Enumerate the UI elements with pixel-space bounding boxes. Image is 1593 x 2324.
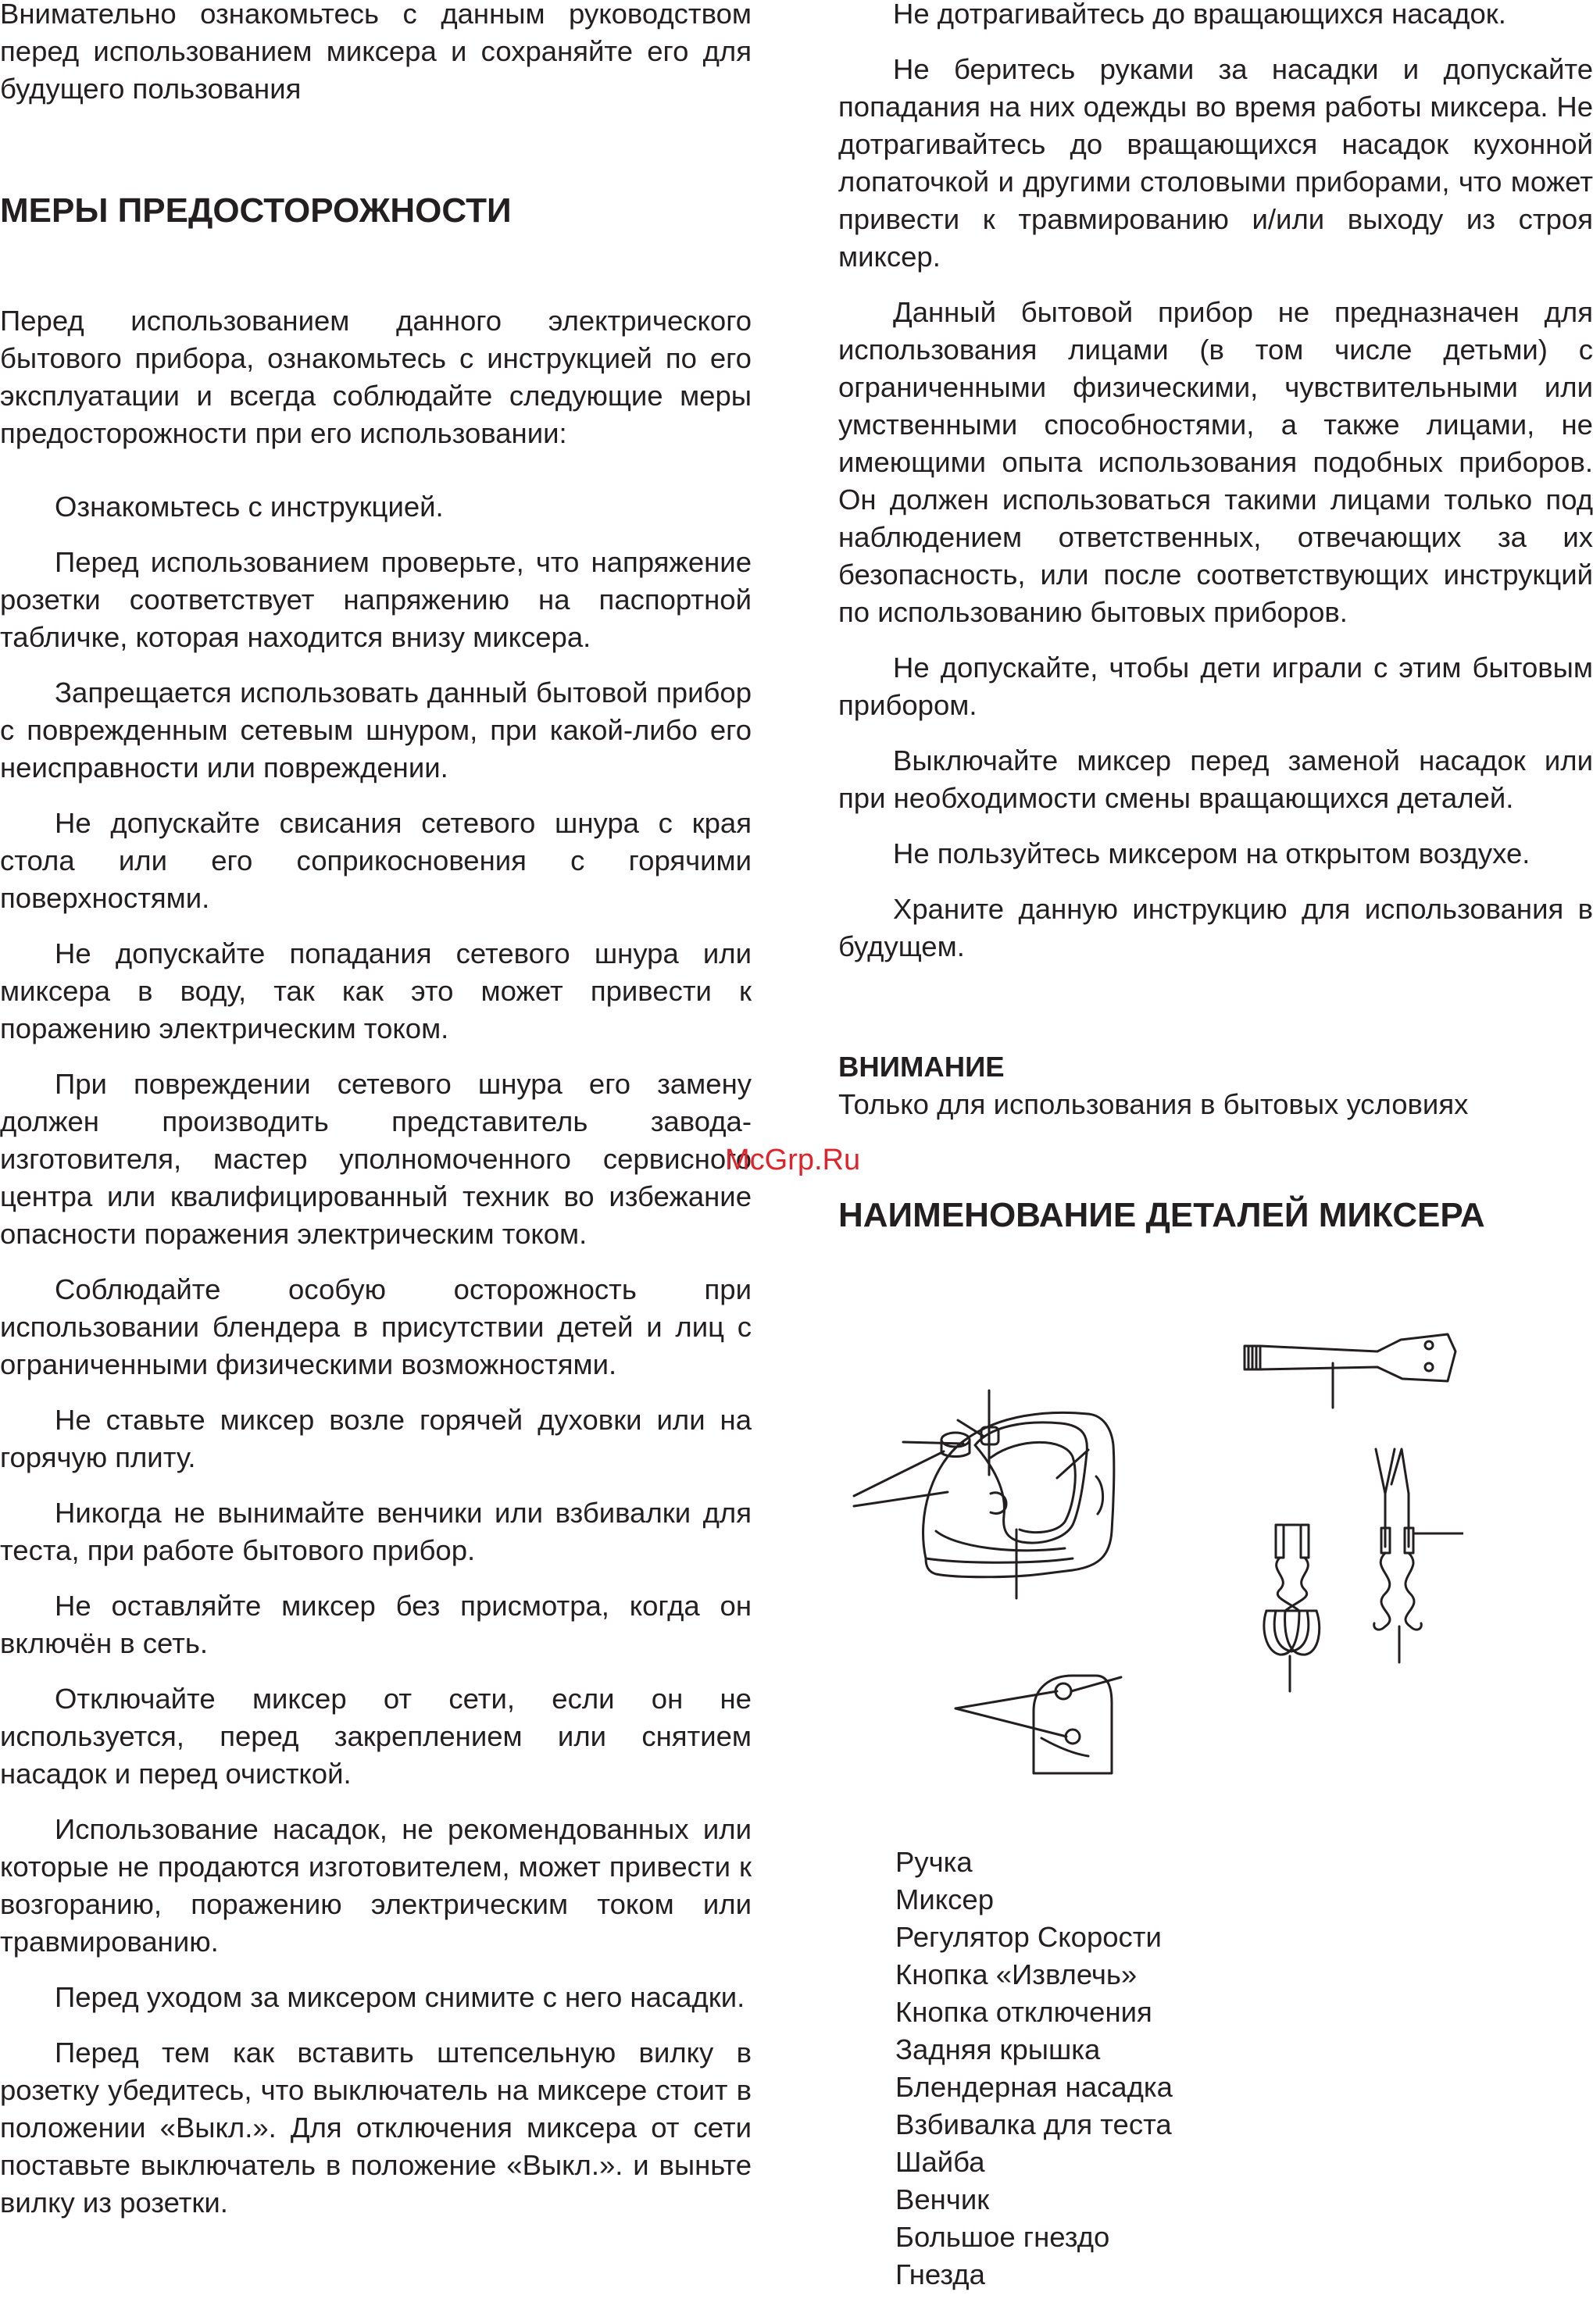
dough-hook-illustration — [1374, 1449, 1463, 1662]
safety-heading: МЕРЫ ПРЕДОСТОРОЖНОСТИ — [0, 191, 512, 230]
safety-item: Запрещается использовать данный бытовой прибор с поврежденным сетевым шнуром, при какой-либо его неисправности или повреждении. — [0, 676, 752, 784]
mixer-parts-diagram — [838, 1320, 1463, 1836]
intro-text: Внимательно ознакомьтесь с данным руководством перед использованием миксера и сохраняйте его для будущего пользования — [0, 0, 752, 105]
back-cover-illustration — [955, 1676, 1121, 1773]
list-item: Регулятор Скорости — [895, 1921, 1162, 1953]
list-item: Шайба — [895, 2146, 985, 2178]
left-column — [0, 0, 752, 2222]
safety-item: Не допускайте свисания сетевого шнура с края стола или его соприкосновения с горячими поверхностями. — [0, 807, 752, 914]
callout-line — [903, 1442, 963, 1444]
safety-item: Ознакомьтесь с инструкцией. — [55, 491, 444, 523]
safety-item: Выключайте миксер перед заменой насадок или при необходимости смены вращающихся деталей. — [838, 744, 1593, 814]
safety-item: Не дотрагивайтесь до вращающихся насадок. — [893, 0, 1506, 30]
list-item: Взбивалка для теста — [895, 2108, 1172, 2140]
safety-item: Перед тем как вставить штепсельную вилку в розетку убедитесь, что выключатель на миксере стоит в положении «Выкл.». Для отключения миксера от сети поставьте выключатель в положение «Выкл.». и выньте вилку из розетки. — [0, 2037, 752, 2219]
safety-item: Не ставьте миксер возле горячей духовки или на горячую плиту. — [0, 1404, 752, 1473]
beater-whisk-illustration — [1264, 1525, 1320, 1691]
callout-line — [854, 1492, 948, 1506]
list-item: Задняя крышка — [895, 2033, 1101, 2065]
safety-item: Не допускайте попадания сетевого шнура или миксера в воду, так как это может привести к поражению электрическим током. — [0, 937, 752, 1044]
safety-item: Не допускайте, чтобы дети играли с этим бытовым прибором. — [838, 652, 1593, 721]
mixer-body-illustration — [923, 1412, 1114, 1576]
list-item: Кнопка отключения — [895, 1996, 1152, 2028]
list-item: Блендерная насадка — [895, 2071, 1173, 2103]
parts-list — [895, 1844, 1173, 2294]
safety-item: Храните данную инструкцию для использования в будущем. — [838, 893, 1593, 962]
safety-item: Не оставляйте миксер без присмотра, когда он включён в сеть. — [0, 1590, 752, 1659]
watermark: McGrp.Ru — [725, 1144, 861, 1176]
safety-item: Перед использованием проверьте, что напряжение розетки соответствует напряжению на паспортной табличке, которая находится внизу миксера. — [0, 546, 752, 653]
list-item: Кнопка «Извлечь» — [895, 1958, 1138, 1990]
callout-line — [955, 1691, 1057, 1708]
safety-item: Соблюдайте особую осторожность при использовании блендера в присутствии детей и лиц с ограниченными физическими возможностями. — [0, 1273, 752, 1380]
safety-item: При повреждении сетевого шнура его замену должен производить представитель завода-изготовителя, мастер уполномоченного сервисного центра или квалифицированный техник во избежание опасности поражения электрическим током. — [0, 1068, 752, 1250]
warning-text: Только для использования в бытовых условиях — [838, 1088, 1469, 1120]
list-item: Миксер — [895, 1883, 995, 1915]
callout-line — [1071, 1677, 1121, 1691]
list-item: Венчик — [895, 2183, 990, 2215]
safety-item: Перед уходом за миксером снимите с него насадки. — [55, 1981, 745, 2013]
safety-lead: Перед использованием данного электрического бытового прибора, ознакомьтесь с инструкцией по его эксплуатации и всегда соблюдайте следующие меры предосторожности при его использовании: — [0, 305, 752, 449]
blender-attachment-illustration — [1245, 1334, 1455, 1408]
safety-item: Данный бытовой прибор не предназначен для использования лицами (в том числе детьми) с ограниченными физическими, чувствительными или умственными способностями, а также лицами, не имеющими опыта использования подобных приборов. Он должен использоваться такими лицами только под наблюдением ответственных, отвечающих за их безопасность, или после соответствующих инструкций по использованию бытовых приборов. — [838, 296, 1593, 628]
safety-item: Никогда не вынимайте венчики или взбивалки для теста, при работе бытового прибор. — [0, 1497, 752, 1566]
safety-item: Отключайте миксер от сети, если он не используется, перед закреплением или снятием насадок и перед очисткой. — [0, 1683, 752, 1790]
safety-item: Не беритесь руками за насадки и допускайте попадания на них одежды во время работы миксера. Не дотрагивайтесь до вращающихся насадок кухонной лопаточкой и другими столовыми приборами, что может привести к травмированию и/или выходу из строя миксер. — [838, 53, 1593, 273]
parts-heading: НАИМЕНОВАНИЕ ДЕТАЛЕЙ МИКСЕРА — [838, 1196, 1485, 1234]
callout-line — [955, 1708, 1066, 1737]
warning-title: ВНИМАНИЕ — [838, 1051, 1005, 1083]
list-item: Ручка — [895, 1846, 973, 1878]
list-item: Гнезда — [895, 2258, 985, 2290]
safety-item: Не пользуйтесь миксером на открытом воздухе. — [893, 837, 1530, 869]
list-item: Большое гнездо — [895, 2221, 1110, 2253]
right-column — [838, 0, 1593, 1237]
safety-item: Использование насадок, не рекомендованных или которые не продаются изготовителем, может привести к возгоранию, поражению электрическим током или травмированию. — [0, 1813, 752, 1958]
